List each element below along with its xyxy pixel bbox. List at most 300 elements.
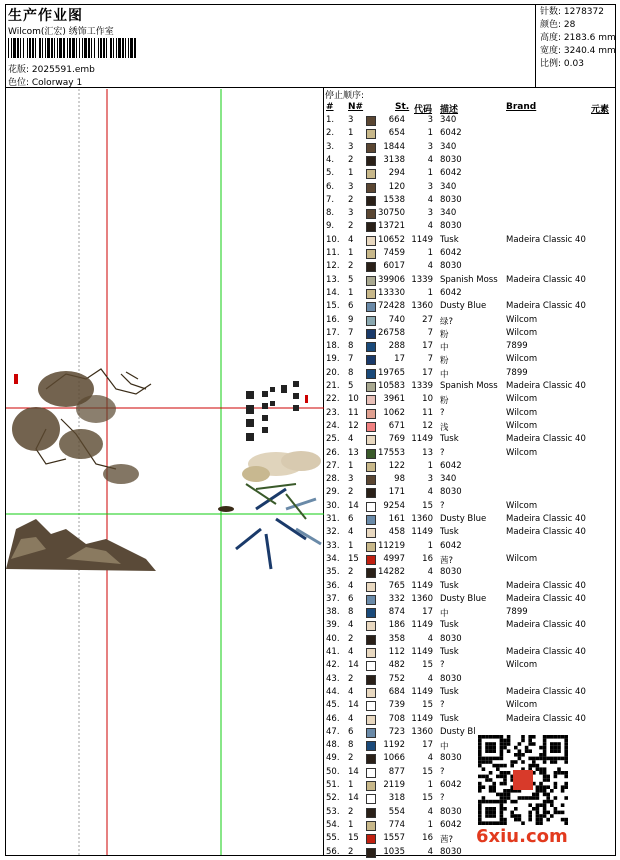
color-swatch <box>366 355 376 365</box>
row-brand: Madeira Classic 40 <box>506 686 586 697</box>
colorway-label: 色位: Colorway 1 <box>8 78 83 88</box>
stop-row <box>325 248 615 261</box>
row-needle: 2 <box>348 567 354 578</box>
row-number: 46. <box>326 713 340 724</box>
row-stitches: 14282 <box>377 567 405 578</box>
row-stitches: 739 <box>388 700 405 711</box>
stop-row <box>325 235 615 248</box>
red-marker-right <box>305 395 308 403</box>
row-needle: 1 <box>348 168 354 179</box>
color-swatch <box>366 648 376 658</box>
row-number: 14. <box>326 287 340 298</box>
row-needle: 4 <box>348 713 354 724</box>
row-stitches: 39906 <box>377 274 405 285</box>
stop-row <box>325 807 615 820</box>
stop-row <box>325 674 615 687</box>
row-stitches: 9254 <box>383 500 405 511</box>
row-needle: 5 <box>348 381 354 391</box>
row-number: 39. <box>326 620 340 631</box>
stop-row <box>325 421 615 434</box>
row-brand: Wilcom <box>506 394 538 405</box>
row-description: Dusty Blue <box>440 593 487 604</box>
stop-row <box>325 687 615 700</box>
row-number: 7. <box>326 194 335 205</box>
row-code: 4 <box>427 633 433 644</box>
stop-row <box>325 727 615 740</box>
row-stitches: 10583 <box>377 381 405 391</box>
row-stitches: 122 <box>388 460 405 471</box>
row-stitches: 769 <box>388 434 405 445</box>
stop-row <box>325 474 615 487</box>
row-description: 绿? <box>440 316 454 327</box>
row-stitches: 120 <box>388 181 405 192</box>
row-number: 52. <box>326 793 340 804</box>
row-needle: 2 <box>348 261 354 272</box>
color-swatch <box>366 568 376 578</box>
stop-row <box>325 607 615 620</box>
row-brand: Madeira Classic 40 <box>506 301 586 312</box>
stop-row <box>325 261 615 274</box>
design-preview <box>6 89 324 855</box>
row-code: 7 <box>427 327 433 338</box>
row-needle: 9 <box>348 314 354 325</box>
color-swatch <box>366 488 376 498</box>
stop-row <box>325 394 615 407</box>
row-needle: 3 <box>348 141 354 152</box>
row-stitches: 112 <box>388 647 405 657</box>
row-stitches: 7459 <box>383 248 405 258</box>
row-needle: 2 <box>348 806 354 817</box>
row-code: 15 <box>422 700 433 711</box>
design-preview-svg <box>6 89 324 855</box>
row-description: 8030 <box>440 154 462 165</box>
row-needle: 2 <box>348 154 354 165</box>
row-stitches: 1844 <box>383 141 405 152</box>
color-swatch <box>366 156 376 166</box>
row-needle: 3 <box>348 181 354 192</box>
row-description: ? <box>440 766 445 777</box>
row-stitches: 26758 <box>377 327 405 338</box>
row-needle: 1 <box>348 248 354 258</box>
row-number: 50. <box>326 766 340 777</box>
row-needle: 4 <box>348 527 354 538</box>
row-needle: 2 <box>348 487 354 498</box>
row-code: 1149 <box>411 527 433 538</box>
stop-row <box>325 195 615 208</box>
color-swatch <box>366 688 376 698</box>
row-number: 51. <box>326 780 340 790</box>
stop-row <box>325 660 615 673</box>
stop-row <box>325 514 615 527</box>
color-swatch <box>366 409 376 419</box>
pine-needles-art <box>12 371 139 484</box>
row-code: 4 <box>427 673 433 684</box>
row-code: 1360 <box>411 726 433 737</box>
row-code: 17 <box>422 341 433 352</box>
color-swatch <box>366 608 376 618</box>
row-needle: 14 <box>348 660 359 671</box>
row-code: 3 <box>427 208 433 219</box>
stop-row <box>325 501 615 514</box>
row-needle: 14 <box>348 700 359 711</box>
row-brand: Wilcom <box>506 553 538 564</box>
row-number: 11. <box>326 248 340 258</box>
color-swatch <box>366 462 376 472</box>
row-code: 1 <box>427 287 433 298</box>
row-description: ? <box>440 500 445 511</box>
row-stitches: 1066 <box>383 753 405 764</box>
row-description: 8030 <box>440 487 462 498</box>
row-needle: 3 <box>348 115 354 125</box>
color-swatch <box>366 449 376 459</box>
row-needle: 15 <box>348 833 359 844</box>
row-needle: 4 <box>348 434 354 445</box>
row-code: 17 <box>422 607 433 618</box>
row-needle: 6 <box>348 301 354 312</box>
row-number: 24. <box>326 420 340 431</box>
row-brand: Madeira Classic 40 <box>506 381 586 391</box>
row-needle: 8 <box>348 607 354 618</box>
row-code: 17 <box>422 740 433 751</box>
row-stitches: 1062 <box>383 407 405 418</box>
color-swatch <box>366 621 376 631</box>
stop-row <box>325 208 615 221</box>
row-stitches: 554 <box>388 806 405 817</box>
row-code: 4 <box>427 221 433 232</box>
row-description: 8030 <box>440 261 462 272</box>
row-number: 20. <box>326 367 340 378</box>
row-description: Spanish Moss <box>440 274 498 285</box>
stop-row <box>325 168 615 181</box>
color-swatch <box>366 422 376 432</box>
row-number: 33. <box>326 540 340 551</box>
row-stitches: 17553 <box>377 447 405 458</box>
row-description: Tusk <box>440 527 459 538</box>
row-brand: Madeira Classic 40 <box>506 514 586 524</box>
row-number: 56. <box>326 846 340 857</box>
color-swatch <box>366 794 376 804</box>
row-needle: 8 <box>348 341 354 352</box>
row-description: Tusk <box>440 234 459 245</box>
stop-row <box>325 461 615 474</box>
qr-center-logo <box>513 770 533 790</box>
color-swatch <box>366 116 376 126</box>
stop-row <box>325 753 615 766</box>
color-swatch <box>366 395 376 405</box>
row-stitches: 1035 <box>383 846 405 857</box>
color-swatch <box>366 129 376 139</box>
row-number: 37. <box>326 593 340 604</box>
color-swatch <box>366 555 376 565</box>
row-code: 16 <box>422 833 433 844</box>
row-stitches: 4997 <box>383 553 405 564</box>
stop-row <box>325 620 615 633</box>
row-code: 1149 <box>411 234 433 245</box>
row-number: 12. <box>326 261 340 272</box>
row-code: 4 <box>427 806 433 817</box>
color-swatch <box>366 582 376 592</box>
row-number: 34. <box>326 553 340 564</box>
row-stitches: 740 <box>388 314 405 325</box>
row-stitches: 723 <box>388 726 405 737</box>
row-stitches: 877 <box>388 766 405 777</box>
row-code: 1149 <box>411 434 433 445</box>
stitch-count: 针数: 1278372 <box>540 7 604 17</box>
row-stitches: 186 <box>388 620 405 631</box>
color-swatch <box>366 196 376 206</box>
barcode <box>8 38 140 58</box>
row-number: 18. <box>326 341 340 352</box>
row-code: 15 <box>422 793 433 804</box>
row-description: 浅 <box>440 422 449 433</box>
row-number: 49. <box>326 753 340 764</box>
header-code: 代码 <box>414 105 433 115</box>
stop-row <box>325 634 615 647</box>
row-number: 54. <box>326 819 340 830</box>
stop-row <box>325 315 615 328</box>
row-number: 8. <box>326 208 335 219</box>
stop-row <box>325 341 615 354</box>
color-swatch <box>366 781 376 791</box>
row-code: 1149 <box>411 580 433 591</box>
row-brand: Wilcom <box>506 354 538 365</box>
row-description: 中 <box>440 369 449 380</box>
row-description: 粉 <box>440 329 449 340</box>
stop-row <box>325 368 615 381</box>
row-code: 1360 <box>411 301 433 312</box>
stop-row <box>325 581 615 594</box>
row-stitches: 1538 <box>383 194 405 205</box>
page-title: 生产作业图 <box>8 8 83 24</box>
small-bird-art <box>218 506 234 512</box>
row-stitches: 72428 <box>377 301 405 312</box>
color-swatch <box>366 595 376 605</box>
row-number: 23. <box>326 407 340 418</box>
row-stitches: 765 <box>388 580 405 591</box>
color-swatch <box>366 183 376 193</box>
row-needle: 5 <box>348 274 354 285</box>
row-code: 1360 <box>411 514 433 524</box>
row-description: 6042 <box>440 780 462 790</box>
row-description: Tusk <box>440 686 459 697</box>
row-stitches: 6017 <box>383 261 405 272</box>
row-description: ? <box>440 793 445 804</box>
row-needle: 10 <box>348 394 359 405</box>
row-description: 340 <box>440 141 457 152</box>
row-number: 45. <box>326 700 340 711</box>
row-code: 1 <box>427 460 433 471</box>
stop-row <box>325 541 615 554</box>
color-swatch <box>366 754 376 764</box>
color-swatch <box>366 209 376 219</box>
row-description: 中 <box>440 609 449 620</box>
row-description: ? <box>440 700 445 711</box>
stop-row <box>325 142 615 155</box>
row-needle: 7 <box>348 327 354 338</box>
color-swatch <box>366 249 376 259</box>
row-description: 340 <box>440 115 457 125</box>
row-number: 4. <box>326 154 335 165</box>
stop-row <box>325 275 615 288</box>
color-swatch <box>366 169 376 179</box>
color-swatch <box>366 329 376 339</box>
row-needle: 6 <box>348 593 354 604</box>
stop-row <box>325 487 615 500</box>
stop-sequence-title: 停止顺序: <box>325 91 365 101</box>
row-number: 30. <box>326 500 340 511</box>
row-needle: 6 <box>348 514 354 524</box>
header-element: 元素 <box>591 105 610 115</box>
row-stitches: 1557 <box>383 833 405 844</box>
color-swatch <box>366 342 376 352</box>
stop-row <box>325 594 615 607</box>
row-brand: Wilcom <box>506 500 538 511</box>
row-number: 43. <box>326 673 340 684</box>
stats-panel <box>540 6 616 71</box>
stop-row <box>325 554 615 567</box>
row-stitches: 774 <box>388 819 405 830</box>
row-needle: 1 <box>348 540 354 551</box>
row-description: 6042 <box>440 287 462 298</box>
row-code: 4 <box>427 567 433 578</box>
row-number: 2. <box>326 128 335 139</box>
row-stitches: 458 <box>388 527 405 538</box>
row-number: 9. <box>326 221 335 232</box>
row-brand: Madeira Classic 40 <box>506 713 586 724</box>
row-description: 6042 <box>440 460 462 471</box>
row-stitches: 30750 <box>377 208 405 219</box>
row-number: 21. <box>326 381 340 391</box>
row-number: 6. <box>326 181 335 192</box>
stop-row <box>325 182 615 195</box>
row-code: 7 <box>427 354 433 365</box>
row-number: 48. <box>326 740 340 751</box>
row-number: 53. <box>326 806 340 817</box>
color-swatch <box>366 715 376 725</box>
row-code: 4 <box>427 487 433 498</box>
row-stitches: 2119 <box>383 780 405 790</box>
row-number: 31. <box>326 514 340 524</box>
row-number: 29. <box>326 487 340 498</box>
row-description: Dusty Blue <box>440 301 487 312</box>
row-number: 44. <box>326 686 340 697</box>
row-needle: 4 <box>348 234 354 245</box>
header-num: # <box>326 102 334 112</box>
row-number: 3. <box>326 141 335 152</box>
row-number: 27. <box>326 460 340 471</box>
stop-row <box>325 700 615 713</box>
color-swatch <box>366 728 376 738</box>
row-needle: 3 <box>348 474 354 485</box>
row-brand: Wilcom <box>506 447 538 458</box>
color-swatch <box>366 515 376 525</box>
stats-divider <box>535 4 536 87</box>
header-brand: Brand <box>506 102 537 112</box>
color-swatch <box>366 475 376 485</box>
stop-row <box>325 527 615 540</box>
rocks-art <box>6 519 156 571</box>
row-brand: Wilcom <box>506 660 538 671</box>
row-stitches: 654 <box>388 128 405 139</box>
header-needle: N# <box>348 102 364 112</box>
row-number: 42. <box>326 660 340 671</box>
stop-row <box>325 448 615 461</box>
stop-row <box>325 793 615 806</box>
color-swatch <box>366 741 376 751</box>
row-needle: 4 <box>348 620 354 631</box>
row-description: 6042 <box>440 540 462 551</box>
row-needle: 8 <box>348 740 354 751</box>
row-needle: 4 <box>348 580 354 591</box>
stop-row <box>325 301 615 314</box>
header-desc: 描述 <box>440 105 459 115</box>
row-description: 6042 <box>440 248 462 258</box>
row-description: 中 <box>440 742 449 753</box>
row-code: 1 <box>427 780 433 790</box>
row-needle: 2 <box>348 633 354 644</box>
row-number: 35. <box>326 567 340 578</box>
row-needle: 15 <box>348 553 359 564</box>
color-swatch <box>366 848 376 858</box>
row-needle: 14 <box>348 793 359 804</box>
color-swatch <box>366 821 376 831</box>
row-brand: Madeira Classic 40 <box>506 234 586 245</box>
row-code: 15 <box>422 660 433 671</box>
row-needle: 3 <box>348 208 354 219</box>
color-swatch <box>366 435 376 445</box>
color-swatch <box>366 262 376 272</box>
row-needle: 2 <box>348 194 354 205</box>
color-swatch <box>366 808 376 818</box>
row-number: 28. <box>326 474 340 485</box>
stop-row <box>325 115 615 128</box>
row-number: 16. <box>326 314 340 325</box>
stop-row <box>325 128 615 141</box>
row-brand: 7899 <box>506 367 528 378</box>
row-brand: Wilcom <box>506 327 538 338</box>
row-description: Dusty Blue <box>440 514 487 524</box>
row-number: 15. <box>326 301 340 312</box>
row-description: Tusk <box>440 620 459 631</box>
row-needle: 1 <box>348 287 354 298</box>
stop-row <box>325 155 615 168</box>
row-needle: 7 <box>348 354 354 365</box>
row-needle: 2 <box>348 673 354 684</box>
row-stitches: 318 <box>388 793 405 804</box>
row-needle: 12 <box>348 420 359 431</box>
row-code: 15 <box>422 500 433 511</box>
color-swatch <box>366 236 376 246</box>
row-description: 8030 <box>440 194 462 205</box>
design-height: 高度: 2183.6 mm <box>540 33 616 43</box>
row-description: 8030 <box>440 633 462 644</box>
row-description: Tusk <box>440 647 459 657</box>
row-code: 1 <box>427 540 433 551</box>
row-description: Dusty Bl <box>440 726 476 737</box>
row-needle: 2 <box>348 221 354 232</box>
row-stitches: 171 <box>388 487 405 498</box>
color-swatch <box>366 382 376 392</box>
row-brand: Madeira Classic 40 <box>506 620 586 631</box>
row-code: 4 <box>427 753 433 764</box>
row-needle: 1 <box>348 128 354 139</box>
stop-row <box>325 288 615 301</box>
row-code: 4 <box>427 154 433 165</box>
row-description: 中 <box>440 343 449 354</box>
row-stitches: 3138 <box>383 154 405 165</box>
row-stitches: 332 <box>388 593 405 604</box>
stop-row <box>325 780 615 793</box>
